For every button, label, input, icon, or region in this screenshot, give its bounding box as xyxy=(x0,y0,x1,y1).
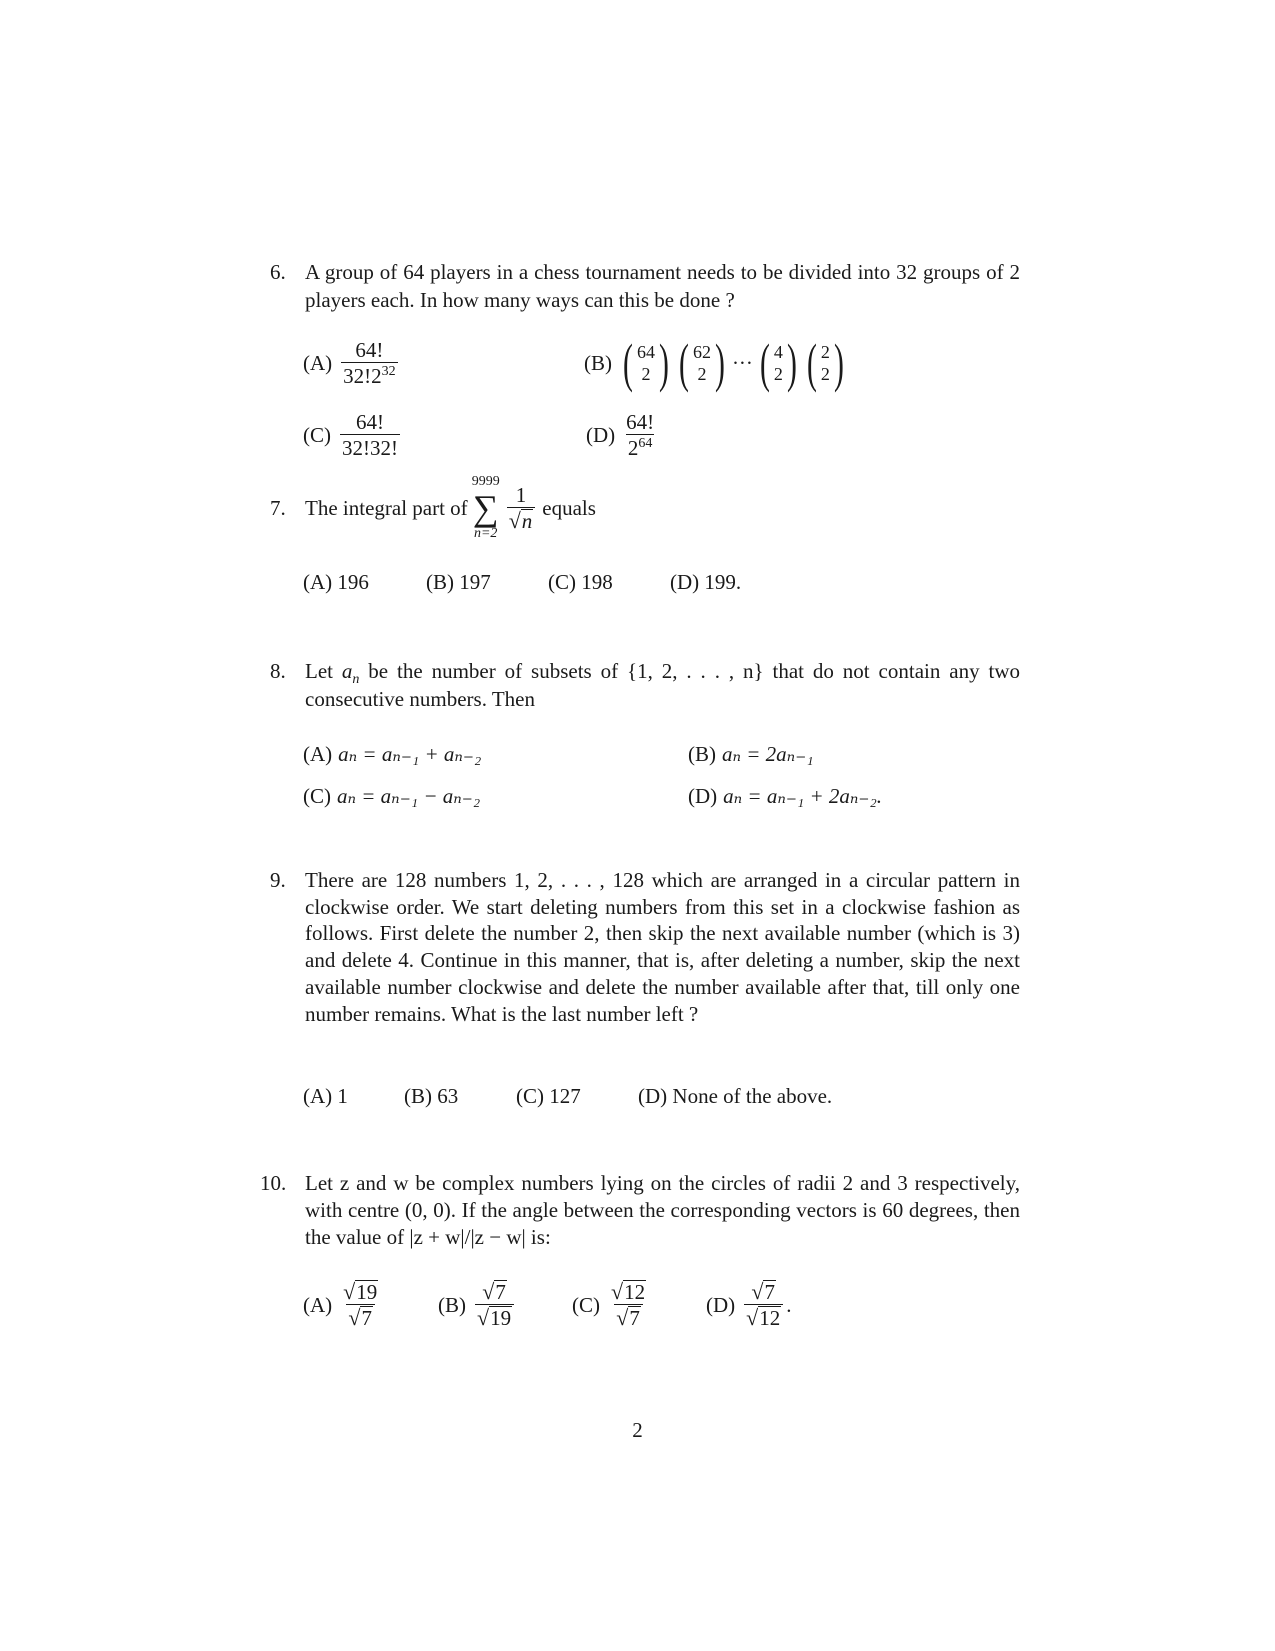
option-label: (C) xyxy=(303,784,331,808)
option-label: (A) xyxy=(303,742,333,766)
sqrt-radicand: 7 xyxy=(764,1280,775,1304)
binomial: ( 4 2 ) xyxy=(759,333,797,393)
fraction: √ 7 √ 19 xyxy=(475,1280,514,1331)
question-7 xyxy=(270,474,596,542)
den-exponent: 32 xyxy=(381,364,396,379)
den-exponent: 64 xyxy=(638,436,653,451)
option-label: (C) xyxy=(303,423,331,447)
summation xyxy=(472,474,500,542)
option-label: (D) xyxy=(688,784,718,808)
q8-option-b xyxy=(688,742,814,767)
sqrt-radicand: 12 xyxy=(624,1280,646,1304)
option-expression: aₙ = aₙ₋₁ + aₙ₋₂ xyxy=(338,742,482,766)
question-number: 9. xyxy=(270,868,286,892)
question-8 xyxy=(270,657,1020,713)
question-text: Let $a_n$ be the number of subsets of {1, 2, . . . , n} that do not contain any two consecutive numbers. Then xyxy=(305,659,1020,711)
fraction: √ 12 √ 7 xyxy=(611,1279,646,1330)
q6-option-c xyxy=(303,410,403,461)
binomial: ( 2 2 ) xyxy=(806,333,844,393)
q7-option-a: (A) 196 xyxy=(303,570,369,594)
numerator: 64! xyxy=(355,338,384,362)
binom-top: 64 xyxy=(636,342,655,362)
den-base: 32!2 xyxy=(343,364,382,388)
question-number: 8. xyxy=(270,659,286,683)
fraction: √ 19 √ 7 xyxy=(343,1279,378,1330)
numerator: 64! xyxy=(626,410,655,434)
sigma-symbol: ∑ xyxy=(472,488,499,528)
binom-bottom: 2 xyxy=(773,364,783,384)
binomial: ( 62 2 ) xyxy=(679,333,725,393)
denominator: 32!32! xyxy=(342,436,398,460)
binom-top: 2 xyxy=(820,342,830,362)
q6-option-b xyxy=(584,333,849,393)
numerator: 1 xyxy=(515,482,527,507)
fraction xyxy=(341,338,398,389)
q10-option-d xyxy=(706,1280,791,1331)
question-number: 7. xyxy=(270,495,286,520)
numerator: 64! xyxy=(356,410,384,434)
sequence-variable: a xyxy=(341,659,353,683)
question-text-before: The integral part of xyxy=(305,495,468,520)
option-expression: aₙ = 2aₙ₋₁ xyxy=(722,742,814,766)
sqrt-radicand: 19 xyxy=(490,1306,512,1330)
sqrt-radicand: n xyxy=(521,508,533,533)
denominator xyxy=(626,434,655,461)
question-9 xyxy=(270,867,1020,1027)
q8-option-c xyxy=(303,784,480,809)
option-label: (A) xyxy=(303,351,333,375)
option-label: (C) xyxy=(572,1293,600,1317)
den-base: 2 xyxy=(627,436,639,460)
sum-upper-limit: 9999 xyxy=(471,474,500,489)
option-expression: aₙ = aₙ₋₁ + 2aₙ₋₂. xyxy=(723,784,883,808)
sum-lower-limit: n=2 xyxy=(473,526,498,541)
sqrt-radicand: 7 xyxy=(629,1306,640,1330)
option-label: (B) xyxy=(438,1293,466,1317)
question-text: Let z and w be complex numbers lying on the circles of radii 2 and 3 respectively, with centre (0, 0). If the angle between the corresponding vectors is 60 degrees, then the value of |z + w|/|z − w| is: xyxy=(305,1171,1020,1249)
fraction xyxy=(340,410,400,461)
sqrt-radicand: 7 xyxy=(361,1306,372,1330)
denominator xyxy=(341,362,398,389)
q7-option-d: (D) 199. xyxy=(670,570,742,594)
option-end-period: . xyxy=(786,1293,792,1317)
question-number: 10. xyxy=(260,1171,287,1195)
q7-option-b: (B) 197 xyxy=(426,570,491,594)
q10-option-b xyxy=(438,1280,517,1331)
fraction xyxy=(507,483,536,534)
sqrt-radicand: 12 xyxy=(759,1306,781,1330)
question-number: 6. xyxy=(270,260,286,284)
question-text-after: equals xyxy=(542,495,596,520)
question-text: A group of 64 players in a chess tournament needs to be divided into 32 groups of 2 players each. In how many ways can this be done ? xyxy=(305,260,1020,312)
q8-option-a xyxy=(303,742,481,767)
sqrt-radicand: 7 xyxy=(495,1280,506,1304)
fraction: √ 7 √ 12 xyxy=(744,1280,783,1331)
binom-top: 62 xyxy=(692,342,711,362)
binomial: ( 64 2 ) xyxy=(623,333,669,393)
q9-option-a: (A) 1 xyxy=(303,1084,348,1108)
option-label: (B) xyxy=(688,742,716,766)
option-label: (B) xyxy=(584,350,612,375)
page-number: 2 xyxy=(632,1418,643,1442)
variable-subscript: n xyxy=(352,672,360,687)
denominator: √ n xyxy=(507,507,536,534)
option-label: (A) xyxy=(303,1293,333,1317)
fraction xyxy=(624,410,656,461)
q10-option-a xyxy=(303,1280,383,1331)
ellipsis: ··· xyxy=(731,350,753,375)
q9-option-b: (B) 63 xyxy=(404,1084,459,1108)
option-label: (D) xyxy=(706,1293,736,1317)
question-6 xyxy=(270,258,1020,314)
option-label: (D) xyxy=(586,423,616,447)
binom-bottom: 2 xyxy=(641,364,651,384)
sqrt-radicand: 19 xyxy=(356,1280,378,1304)
binom-top: 4 xyxy=(773,342,783,362)
q9-option-c: (C) 127 xyxy=(516,1084,581,1108)
q6-option-a xyxy=(303,338,401,389)
option-expression: aₙ = aₙ₋₁ − aₙ₋₂ xyxy=(337,784,481,808)
binom-bottom: 2 xyxy=(820,364,830,384)
q9-option-d: (D) None of the above. xyxy=(638,1084,833,1108)
question-text: There are 128 numbers 1, 2, . . . , 128 which are arranged in a circular pattern in clockwise order. We start deleting numbers from this set in a clockwise fashion as follows. First delete the number 2, then skip the next available number (which is 3) and delete 4. Continue in this manner, that is, after deleting a number, skip the next available number clockwise and delete the number available after that, till only one number remains. What is the last number left ? xyxy=(305,868,1020,1026)
question-10 xyxy=(260,1170,1020,1251)
binom-bottom: 2 xyxy=(697,364,707,384)
q7-option-c: (C) 198 xyxy=(548,570,613,594)
q8-option-d xyxy=(688,784,882,809)
q10-option-c xyxy=(572,1280,651,1331)
q6-option-d xyxy=(586,410,659,461)
